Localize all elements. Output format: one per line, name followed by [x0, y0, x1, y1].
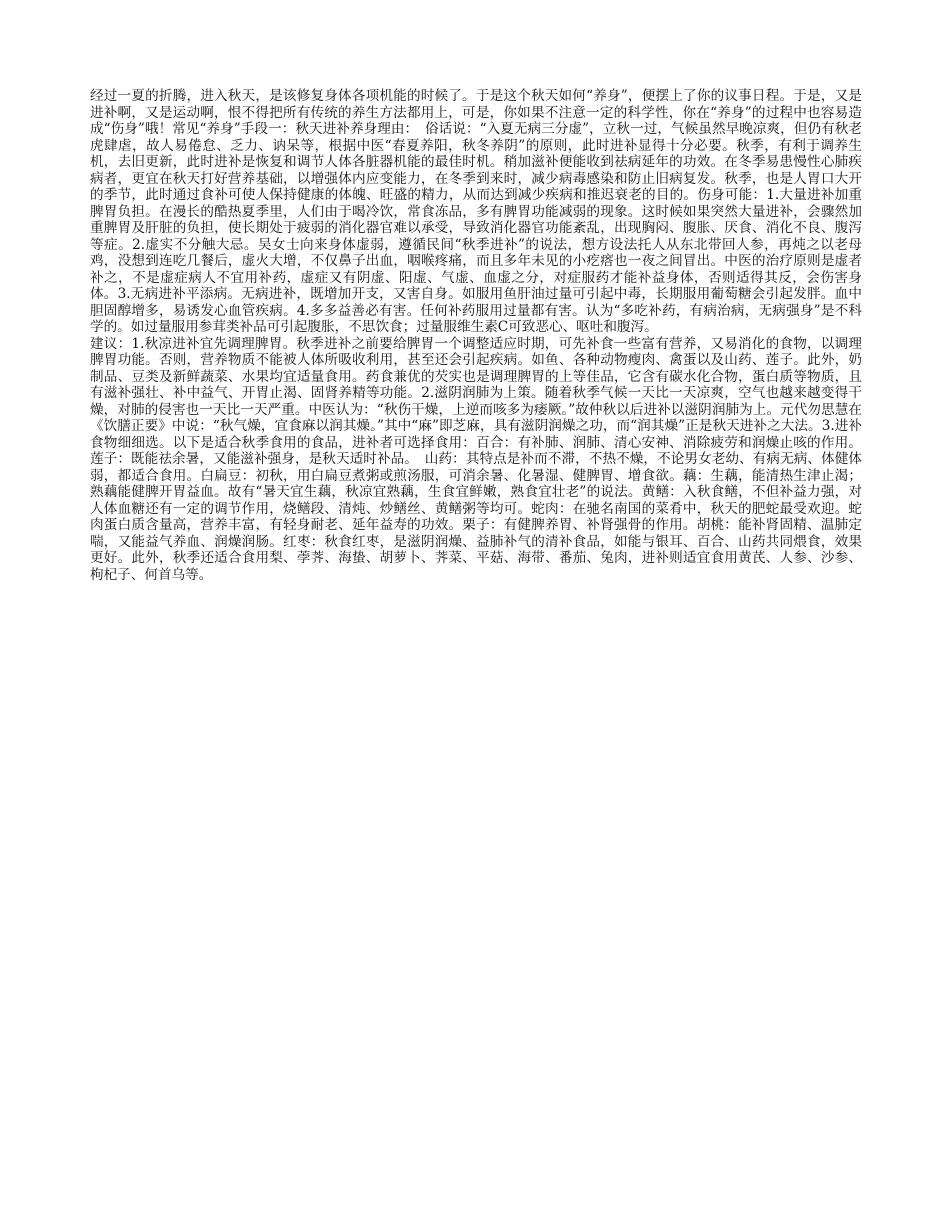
paragraph-autumn-tonic-risks: 经过一夏的折腾，进入秋天，是该修复身体各项机能的时候了。于是这个秋天如何“养身”，便摆上了你的议事日程。于是，又是进补啊，又是运动啊，恨不得把所有传统的养生方法都用上，可是，你如果不注意一定的科学性，你在“养身”的过程中也容易造成“伤身”哦！常见“养身”手段一：秋天进补养身理由： 俗话说：“入夏无病三分虚”，立秋一过，气候虽然早晚凉爽，但仍有秋老虎肆虐，故人易倦怠、乏力、讷呆等，根据中医“春夏养阳，秋冬养阴”的原则，此时进补显得十分必要。秋季，有利于调养生机，去旧更新，此时进补是恢复和调节人体各脏器机能的最佳时机。稍加滋补便能收到祛病延年的功效。在冬季易患慢性心肺疾病者，更宜在秋天打好营养基础，以增强体内应变能力，在冬季到来时，减少病毒感染和防止旧病复发。秋季，也是人胃口大开的季节，此时通过食补可使人保持健康的体魄、旺盛的精力，从而达到减少疾病和推迟衰老的目的。伤身可能：1.大量进补加重脾胃负担。在漫长的酷热夏季里，人们由于喝冷饮，常食冻品，多有脾胃功能减弱的现象。这时候如果突然大量进补，会骤然加重脾胃及肝脏的负担，使长期处于疲弱的消化器官难以承受，导致消化器官功能紊乱，出现胸闷、腹胀、厌食、消化不良、腹泻等症。2.虚实不分触大忌。吴女士向来身体虚弱，遵循民间“秋季进补”的说法，想方设法托人从东北带回人参，再炖之以老母鸡，没想到连吃几餐后，虚火大增，不仅鼻子出血，咽喉疼痛，而且多年未见的小疙瘩也一夜之间冒出。中医的治疗原则是虚者补之，不是虚症病人不宜用补药，虚症又有阴虚、阳虚、气虚、血虚之分，对症服药才能补益身体，否则适得其反，会伤害身体。3.无病进补平添病。无病进补，既增加开支，又害自身。如服用鱼肝油过量可引起中毒，长期服用葡萄糖会引起发胖。血中胆固醇增多，易诱发心血管疾病。4.多多益善必有害。任何补药服用过量都有害。认为“多吃补药，有病治病，无病强身”是不科学的。如过量服用参茸类补品可引起腹胀，不思饮食；过量服维生素C可致恶心、呕吐和腹泻。: [90, 88, 862, 335]
paragraph-autumn-tonic-advice: 建议：1.秋凉进补宜先调理脾胃。秋季进补之前要给脾胃一个调整适应时期，可先补食一些富有营养，又易消化的食物，以调理脾胃功能。否则，营养物质不能被人体所吸收利用，甚至还会引起疾病。如鱼、各种动物瘦肉、禽蛋以及山药、莲子。此外，奶制品、豆类及新鲜蔬菜、水果均宜适量食用。药食兼优的芡实也是调理脾胃的上等佳品，它含有碳水化合物，蛋白质等物质，且有滋补强壮、补中益气、开胃止渴、固肾养精等功能。2.滋阴润肺为上策。随着秋季气候一天比一天凉爽，空气也越来越变得干燥，对肺的侵害也一天比一天严重。中医认为：“秋伤干燥，上逆而咳多为痿厥。”故仲秋以后进补以滋阴润肺为上。元代勿思慧在《饮膳正要》中说：“秋气燥，宜食麻以润其燥。”其中“麻”即芝麻，具有滋阴润燥之功，而“润其燥”正是秋天进补之大法。3.进补食物细细选。以下是适合秋季食用的食品，进补者可选择食用：百合：有补肺、润肺、清心安神、消除疲劳和润燥止咳的作用。莲子：既能祛余暑，又能滋补强身，是秋天适时补品。 山药：其特点是补而不滞，不热不燥，不论男女老幼、有病无病、体健体弱，都适合食用。白扁豆：初秋，用白扁豆煮粥或煎汤服，可消余暑、化暑湿、健脾胃、增食欲。藕：生藕，能清热生津止渴；熟藕能健脾开胃益血。故有“暑天宜生藕，秋凉宜熟藕，生食宜鲜嫩，熟食宜壮老”的说法。黄鳝：入秋食鳝，不但补益力强，对人体血糖还有一定的调节作用，烧鳝段、清炖、炒鳝丝、黄鳝粥等均可。蛇肉：在驰名南国的菜肴中，秋天的肥蛇最受欢迎。蛇肉蛋白质含量高，营养丰富，有轻身耐老、延年益寿的功效。栗子：有健脾养胃、补肾强骨的作用。胡桃：能补肾固精、温肺定喘，又能益气养血、润燥润肠。红枣：秋食红枣，是滋阴润燥、益肺补气的清补食品，如能与银耳、百合、山药共同煨食，效果更好。此外，秋季还适合食用梨、荸荠、海蛰、胡萝卜、荠菜、平菇、海带、番茄、兔肉，进补则适宜食用黄芪、人参、沙参、枸杞子、何首乌等。: [90, 335, 862, 583]
document-body: [90, 88, 862, 583]
